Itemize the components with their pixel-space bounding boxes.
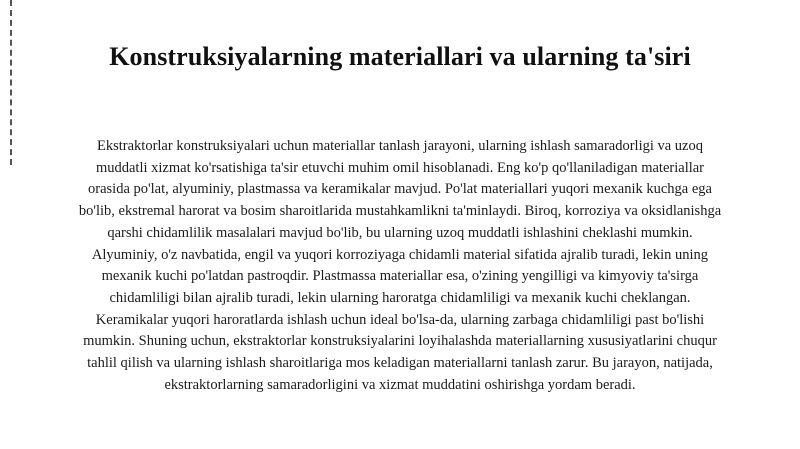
- body-paragraph: Ekstraktorlar konstruksiyalari uchun materiallar tanlash jarayoni, ularning ishlash samaradorligi va uzoq muddatli xizmat ko'rsatishiga ta'sir etuvchi muhim omil hisoblanadi. Eng ko'p qo'llaniladigan materiallar orasida po'lat, alyuminiy, plastmassa va keramikalar mavjud. Po'lat materiallari yuqori mexanik kuchga ega bo'lib, ekstremal harorat va bosim sharoitlarida mustahkamlikni ta'minlaydi. Biroq, korroziya va oksidlanishga qarshi chidamlilik masalalari mavjud bo'lib, bu ularning uzoq muddatli ishlashini cheklashi mumkin. Alyuminiy, o'z navbatida, engil va yuqori korroziyaga chidamli material sifatida ajralib turadi, lekin uning mexanik kuchi po'latdan pastroqdir. Plastmassa materiallar esa, o'zining yengilligi va kimyoviy ta'sirga chidamliligi bilan ajralib turadi, lekin ularning haroratga chidamliligi va mexanik kuchi cheklangan. Keramikalar yuqori haroratlarda ishlash uchun ideal bo'lsa-da, ularning zarbaga chidamliligi past bo'lishi mumkin. Shuning uchun, ekstraktorlar konstruksiyalarini loyihalashda materiallarning xususiyatlarini chuqur tahlil qilish va ularning ishlash sharoitlariga mos keladigan materiallarni tanlash zarur. Bu jarayon, natijada, ekstraktorlarning samaradorligini va xizmat muddatini oshirishga yordam beradi.: [78, 138, 722, 393]
- left-dashed-divider: [10, 0, 12, 165]
- page-title: Konstruksiyalarning materiallari va ularning ta'siri: [109, 42, 691, 71]
